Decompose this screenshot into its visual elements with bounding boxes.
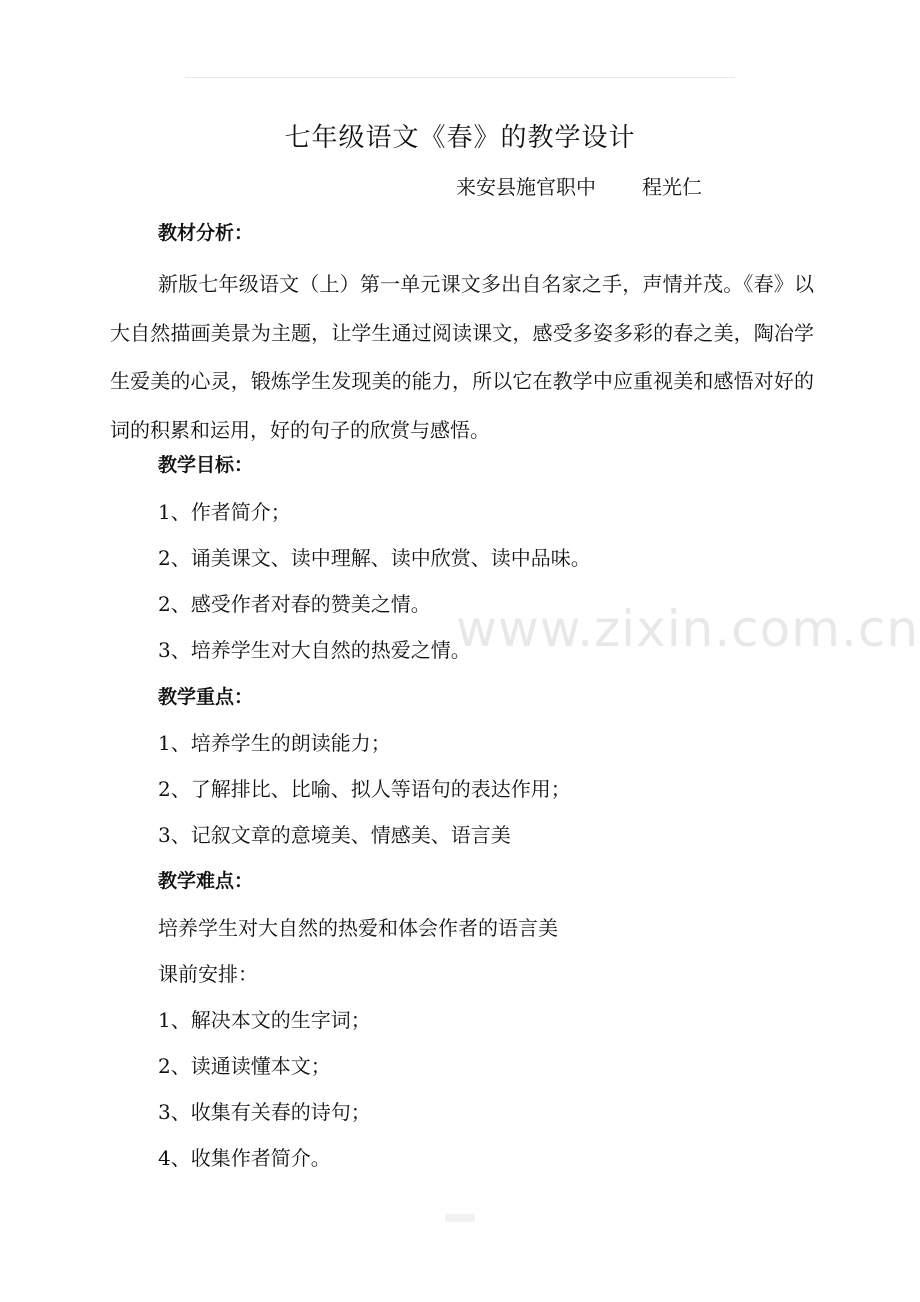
focus-item: 1、培养学生的朗读能力； <box>158 731 391 755</box>
preparation-item: 2、读通读懂本文； <box>158 1054 331 1078</box>
header-rule <box>185 77 735 78</box>
heading-difficulty: 教学难点： <box>158 870 254 892</box>
author-school: 来安县施官职中 <box>456 175 596 199</box>
heading-preparation: 课前安排： <box>158 962 258 986</box>
goal-item: 2、感受作者对春的赞美之情。 <box>158 592 431 616</box>
goal-item: 2、诵美课文、读中理解、读中欣赏、读中品味。 <box>158 546 591 570</box>
focus-item: 3、记叙文章的意境美、情感美、语言美 <box>158 823 511 847</box>
heading-focus: 教学重点： <box>158 686 254 708</box>
heading-goals: 教学目标： <box>158 454 254 476</box>
author-line <box>456 170 702 204</box>
heading-analysis: 教材分析： <box>158 222 254 244</box>
author-name: 程光仁 <box>642 175 702 199</box>
document-title: 七年级语文《春》的教学设计 <box>284 123 636 153</box>
preparation-item: 1、解决本文的生字词； <box>158 1008 371 1032</box>
footer-mark <box>445 1214 475 1222</box>
goal-item: 1、作者简介； <box>158 500 291 524</box>
watermark-logo: www.zixin.com.cn <box>456 600 920 658</box>
preparation-item: 3、收集有关春的诗句； <box>158 1100 371 1124</box>
focus-item: 2、了解排比、比喻、拟人等语句的表达作用； <box>158 777 571 801</box>
goal-item: 3、培养学生对大自然的热爱之情。 <box>158 638 471 662</box>
difficulty-text: 培养学生对大自然的热爱和体会作者的语言美 <box>158 916 558 940</box>
analysis-paragraph: 新版七年级语文（上）第一单元课文多出自名家之手，声情并茂。《春》以大自然描画美景为主题，让学生通过阅读课文，感受多姿多彩的春之美，陶冶学生爱美的心灵，锻炼学生发现美的能力，所以它在教学中应重视美和感悟对好的词的积累和运用，好的句子的欣赏与感悟。 <box>110 272 814 442</box>
preparation-item: 4、收集作者简介。 <box>158 1146 331 1170</box>
